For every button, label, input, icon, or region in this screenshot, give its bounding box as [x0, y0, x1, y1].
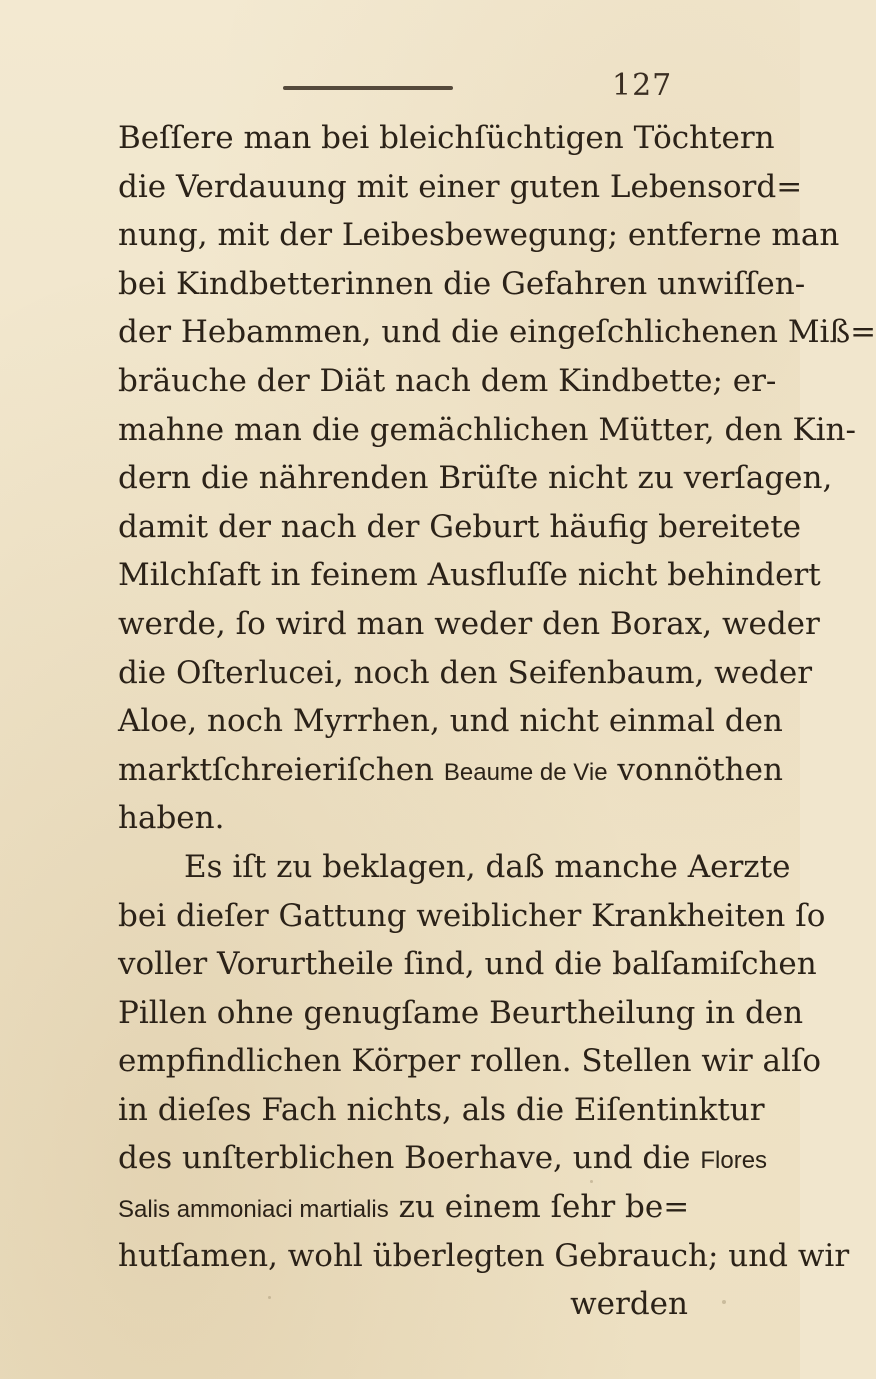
text-line-mixed — [118, 1134, 768, 1183]
text-line: werde, ſo wird man weder den Borax, weder — [118, 605, 820, 642]
text-line: die Verdauung mit einer guten Lebensord= — [118, 168, 803, 205]
latin-term-beaume: Beaume de Vie — [443, 758, 608, 786]
latin-term-flores: Flores — [700, 1147, 768, 1175]
page-number: 127 — [612, 68, 673, 103]
latin-term-salis: Salis ammoniaci martialis — [118, 1196, 389, 1224]
text-line: hutſamen, wohl überlegten Gebrauch; und wir — [118, 1237, 850, 1274]
body-text — [118, 114, 876, 1329]
header-rule — [283, 86, 453, 90]
text-line: die Oſterlucei, noch den Seifenbaum, weder — [118, 654, 813, 691]
text-line: voller Vorurtheile ſind, und die balſamiſchen — [118, 946, 817, 983]
text-line: bei dieſer Gattung weiblicher Krankheiten ſo — [118, 897, 826, 934]
paper-speck — [268, 1296, 271, 1299]
text-line: bräuche der Diät nach dem Kindbette; er- — [118, 362, 777, 399]
text-fragment: zu einem ſehr be= — [398, 1189, 690, 1226]
text-line: haben. — [118, 800, 225, 837]
text-line: dern die nährenden Brüſte nicht zu verſagen, — [118, 460, 833, 497]
text-line: der Hebammen, und die eingeſchlichenen Miß= — [118, 314, 876, 351]
text-line: nung, mit der Leibesbewegung; entferne man — [118, 217, 840, 254]
text-line: damit der nach der Geburt häufig bereitete — [118, 508, 802, 545]
paragraph-start-line: Es iſt zu beklagen, daß manche Aerzte — [184, 848, 791, 885]
text-line: Aloe, noch Myrrhen, und nicht einmal den — [118, 703, 783, 740]
paper-speck — [722, 1300, 726, 1304]
text-line: Beſſere man bei bleichſüchtigen Töchtern — [118, 120, 775, 156]
text-line: mahne man die gemächlichen Mütter, den Kin- — [118, 411, 856, 448]
text-line: in dieſes Fach nichts, als die Eiſentinktur — [118, 1091, 765, 1128]
text-line-mixed — [118, 746, 783, 795]
text-fragment: vonnöthen — [617, 751, 783, 788]
catchword: werden — [570, 1286, 688, 1323]
text-line: empfindlichen Körper rollen. Stellen wir alſo — [118, 1043, 822, 1080]
text-line-mixed — [118, 1183, 688, 1232]
text-line: bei Kindbetterinnen die Gefahren unwiſſen- — [118, 265, 806, 302]
text-line: Milchſaft in feinem Ausfluſſe nicht behindert — [118, 557, 821, 594]
text-fragment: marktſchreieriſchen — [118, 751, 435, 788]
paper-speck — [590, 1180, 593, 1183]
text-fragment: des unſterblichen Boerhave, und die — [118, 1140, 691, 1177]
text-line: Pillen ohne genugſame Beurtheilung in den — [118, 994, 804, 1031]
